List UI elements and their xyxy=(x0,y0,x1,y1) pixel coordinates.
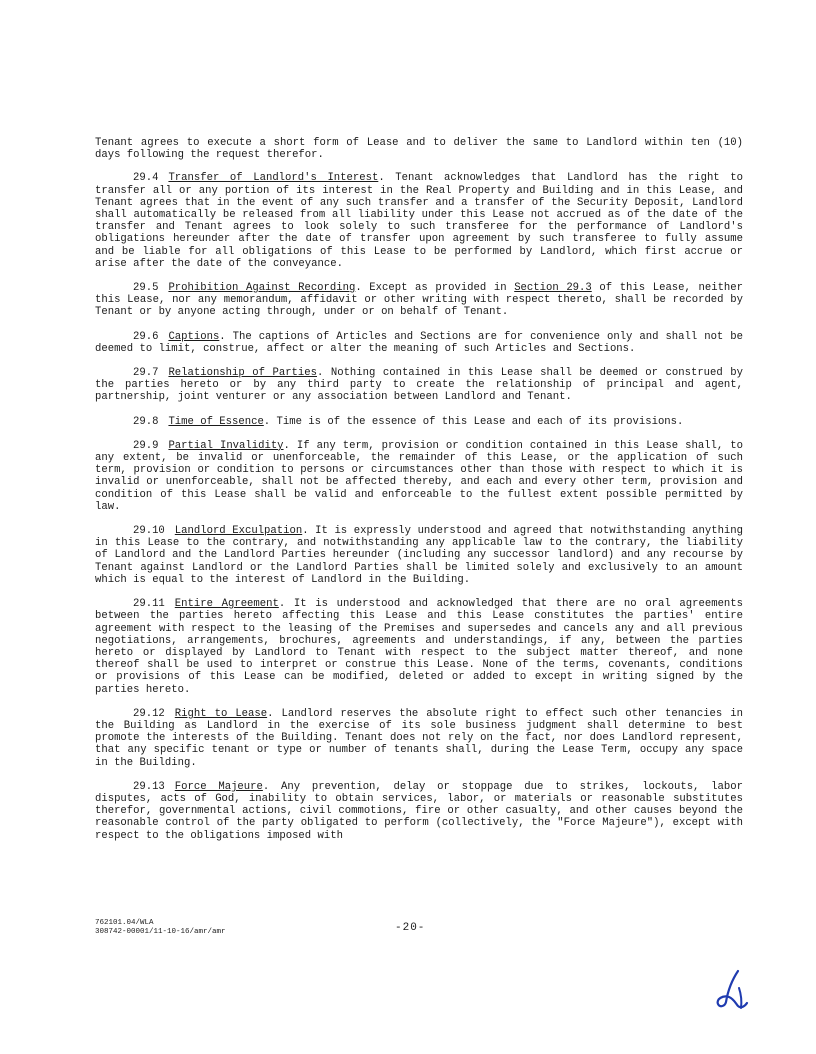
section-number: 29.5 xyxy=(133,282,159,295)
section-text: . Landlord reserves the absolute right to effect such other tenancies in the Building as Landlord in the exercise of its sole business judgment shall determine to best promote the interests of the Building. Tenant does not rely on the fact, nor does Landlord represent, that any specific tenant or type or number of tenants shall, during the Lease Term, occupy any space in the Building. xyxy=(95,707,743,769)
section-29-7 xyxy=(95,367,743,404)
section-heading: Captions xyxy=(168,330,220,343)
section-text: . Time is of the essence of this Lease and each of its provisions. xyxy=(263,415,684,428)
section-heading: Force Majeure xyxy=(174,780,263,793)
section-29-11 xyxy=(95,598,743,696)
section-text: of this Lease, neither this Lease, nor any memorandum, affidavit or other writing with respect thereto, shall be recorded by Tenant or by anyone acting through, under or on behalf of Tenant. xyxy=(95,282,743,319)
section-29-9 xyxy=(95,440,743,513)
section-text: . Except as provided in xyxy=(355,282,515,295)
section-29-10 xyxy=(95,525,743,586)
section-number: 29.6 xyxy=(133,330,159,343)
section-29-13 xyxy=(95,781,743,842)
section-number: 29.7 xyxy=(133,367,159,380)
section-text: . The captions of Articles and Sections are for convenience only and shall not be deemed to limit, construe, affect or alter the meaning of such Articles and Sections. xyxy=(95,330,743,355)
section-text: . If any term, provision or condition contained in this Lease shall, to any extent, be invalid or unenforceable, the remainder of this Lease, or the application of such term, provision or condition to persons or circumstances other than those with respect to which it is invalid or unenforceable, shall not be affected thereby, and each and every other term, provision and condition of this Lease shall be valid and enforceable to the fullest extent possible permitted by law. xyxy=(95,439,743,513)
section-heading: Partial Invalidity xyxy=(168,439,284,452)
section-heading: Relationship of Parties xyxy=(168,367,317,380)
footer-id-line: 762101.04/WLA xyxy=(95,919,154,927)
section-number: 29.12 xyxy=(133,707,165,720)
section-text: . Nothing contained in this Lease shall be deemed or construed by the parties hereto or by any third party to create the relationship of principal and agent, partnership, joint venturer or any association between Landlord and Tenant. xyxy=(95,367,743,404)
section-text: . It is expressly understood and agreed that notwithstanding anything in this Lease to the contrary, and notwithstanding any applicable law to the contrary, the liability of Landlord and the Landlord Parties hereunder (including any successor landlord) and any recourse by Tenant against Landlord or the Landlord Parties shall be limited solely and exclusively to an amount which is equal to the interest of Landlord in the Building. xyxy=(95,525,743,586)
section-heading: Prohibition Against Recording xyxy=(168,282,356,295)
footer-document-id xyxy=(95,919,226,937)
continuation-paragraph: Tenant agrees to execute a short form of Lease and to deliver the same to Landlord within ten (10) days following the request therefor. xyxy=(95,137,743,162)
section-text: . Any prevention, delay or stoppage due to strikes, lockouts, labor disputes, acts of God, inability to obtain services, labor, or materials or reasonable substitutes therefor, governmental actions, civil commotions, fire or other casualty, and other causes beyond the reasonable control of the party obligated to perform (collectively, the "Force Majeure"), except with respect to the obligations imposed with xyxy=(95,780,743,842)
section-number: 29.11 xyxy=(133,598,165,611)
section-heading: Right to Lease xyxy=(174,707,268,720)
section-number: 29.9 xyxy=(133,439,159,452)
section-number: 29.13 xyxy=(133,780,165,793)
page-number: -20- xyxy=(395,922,426,934)
footer-id-line: 308742-00001/11-10-16/amr/amr xyxy=(95,928,226,936)
section-29-6 xyxy=(95,331,743,355)
section-text: . Tenant acknowledges that Landlord has the right to transfer all or any portion of its interest in the Real Property and Building and in this Lease, and Tenant agrees that in the event of any such transfer and a transfer of the Security Deposit, Landlord shall automatically be released from all liability under this Lease not accrued as of the date of the transfer and Tenant agrees to look solely to such transferee for the performance of Landlord's obligations hereunder after the date of transfer upon agreement by such transferee to fully assume and be liable for all obligations of this Lease to be performed by Landlord, which first accrue or arise after the date of the conveyance. xyxy=(95,172,743,270)
signature-initials-icon xyxy=(714,968,754,1012)
section-number: 29.8 xyxy=(133,415,159,428)
section-29-5 xyxy=(95,282,743,319)
section-29-8 xyxy=(95,416,743,428)
body-text xyxy=(95,137,743,854)
section-reference: Section 29.3 xyxy=(514,282,592,295)
section-heading: Time of Essence xyxy=(168,415,264,428)
section-29-12 xyxy=(95,708,743,769)
section-heading: Transfer of Landlord's Interest xyxy=(168,172,379,185)
section-number: 29.4 xyxy=(133,172,159,185)
section-heading: Entire Agreement xyxy=(174,598,279,611)
section-heading: Landlord Exculpation xyxy=(174,525,303,538)
section-29-4 xyxy=(95,172,743,270)
section-text: . It is understood and acknowledged that there are no oral agreements between the parties hereto affecting this Lease and this Lease constitutes the parties' entire agreement with respect to the leasing of the Premises and supersedes and cancels any and all previous negotiations, arrangements, brochures, agreements and understandings, if any, between the parties hereto or displayed by Landlord to Tenant with respect to the subject matter thereof, and none thereof shall be used to interpret or construe this Lease. None of the terms, covenants, conditions or provisions of this Lease can be modified, deleted or added to except in writing signed by the parties hereto. xyxy=(95,598,744,696)
section-number: 29.10 xyxy=(133,525,165,538)
